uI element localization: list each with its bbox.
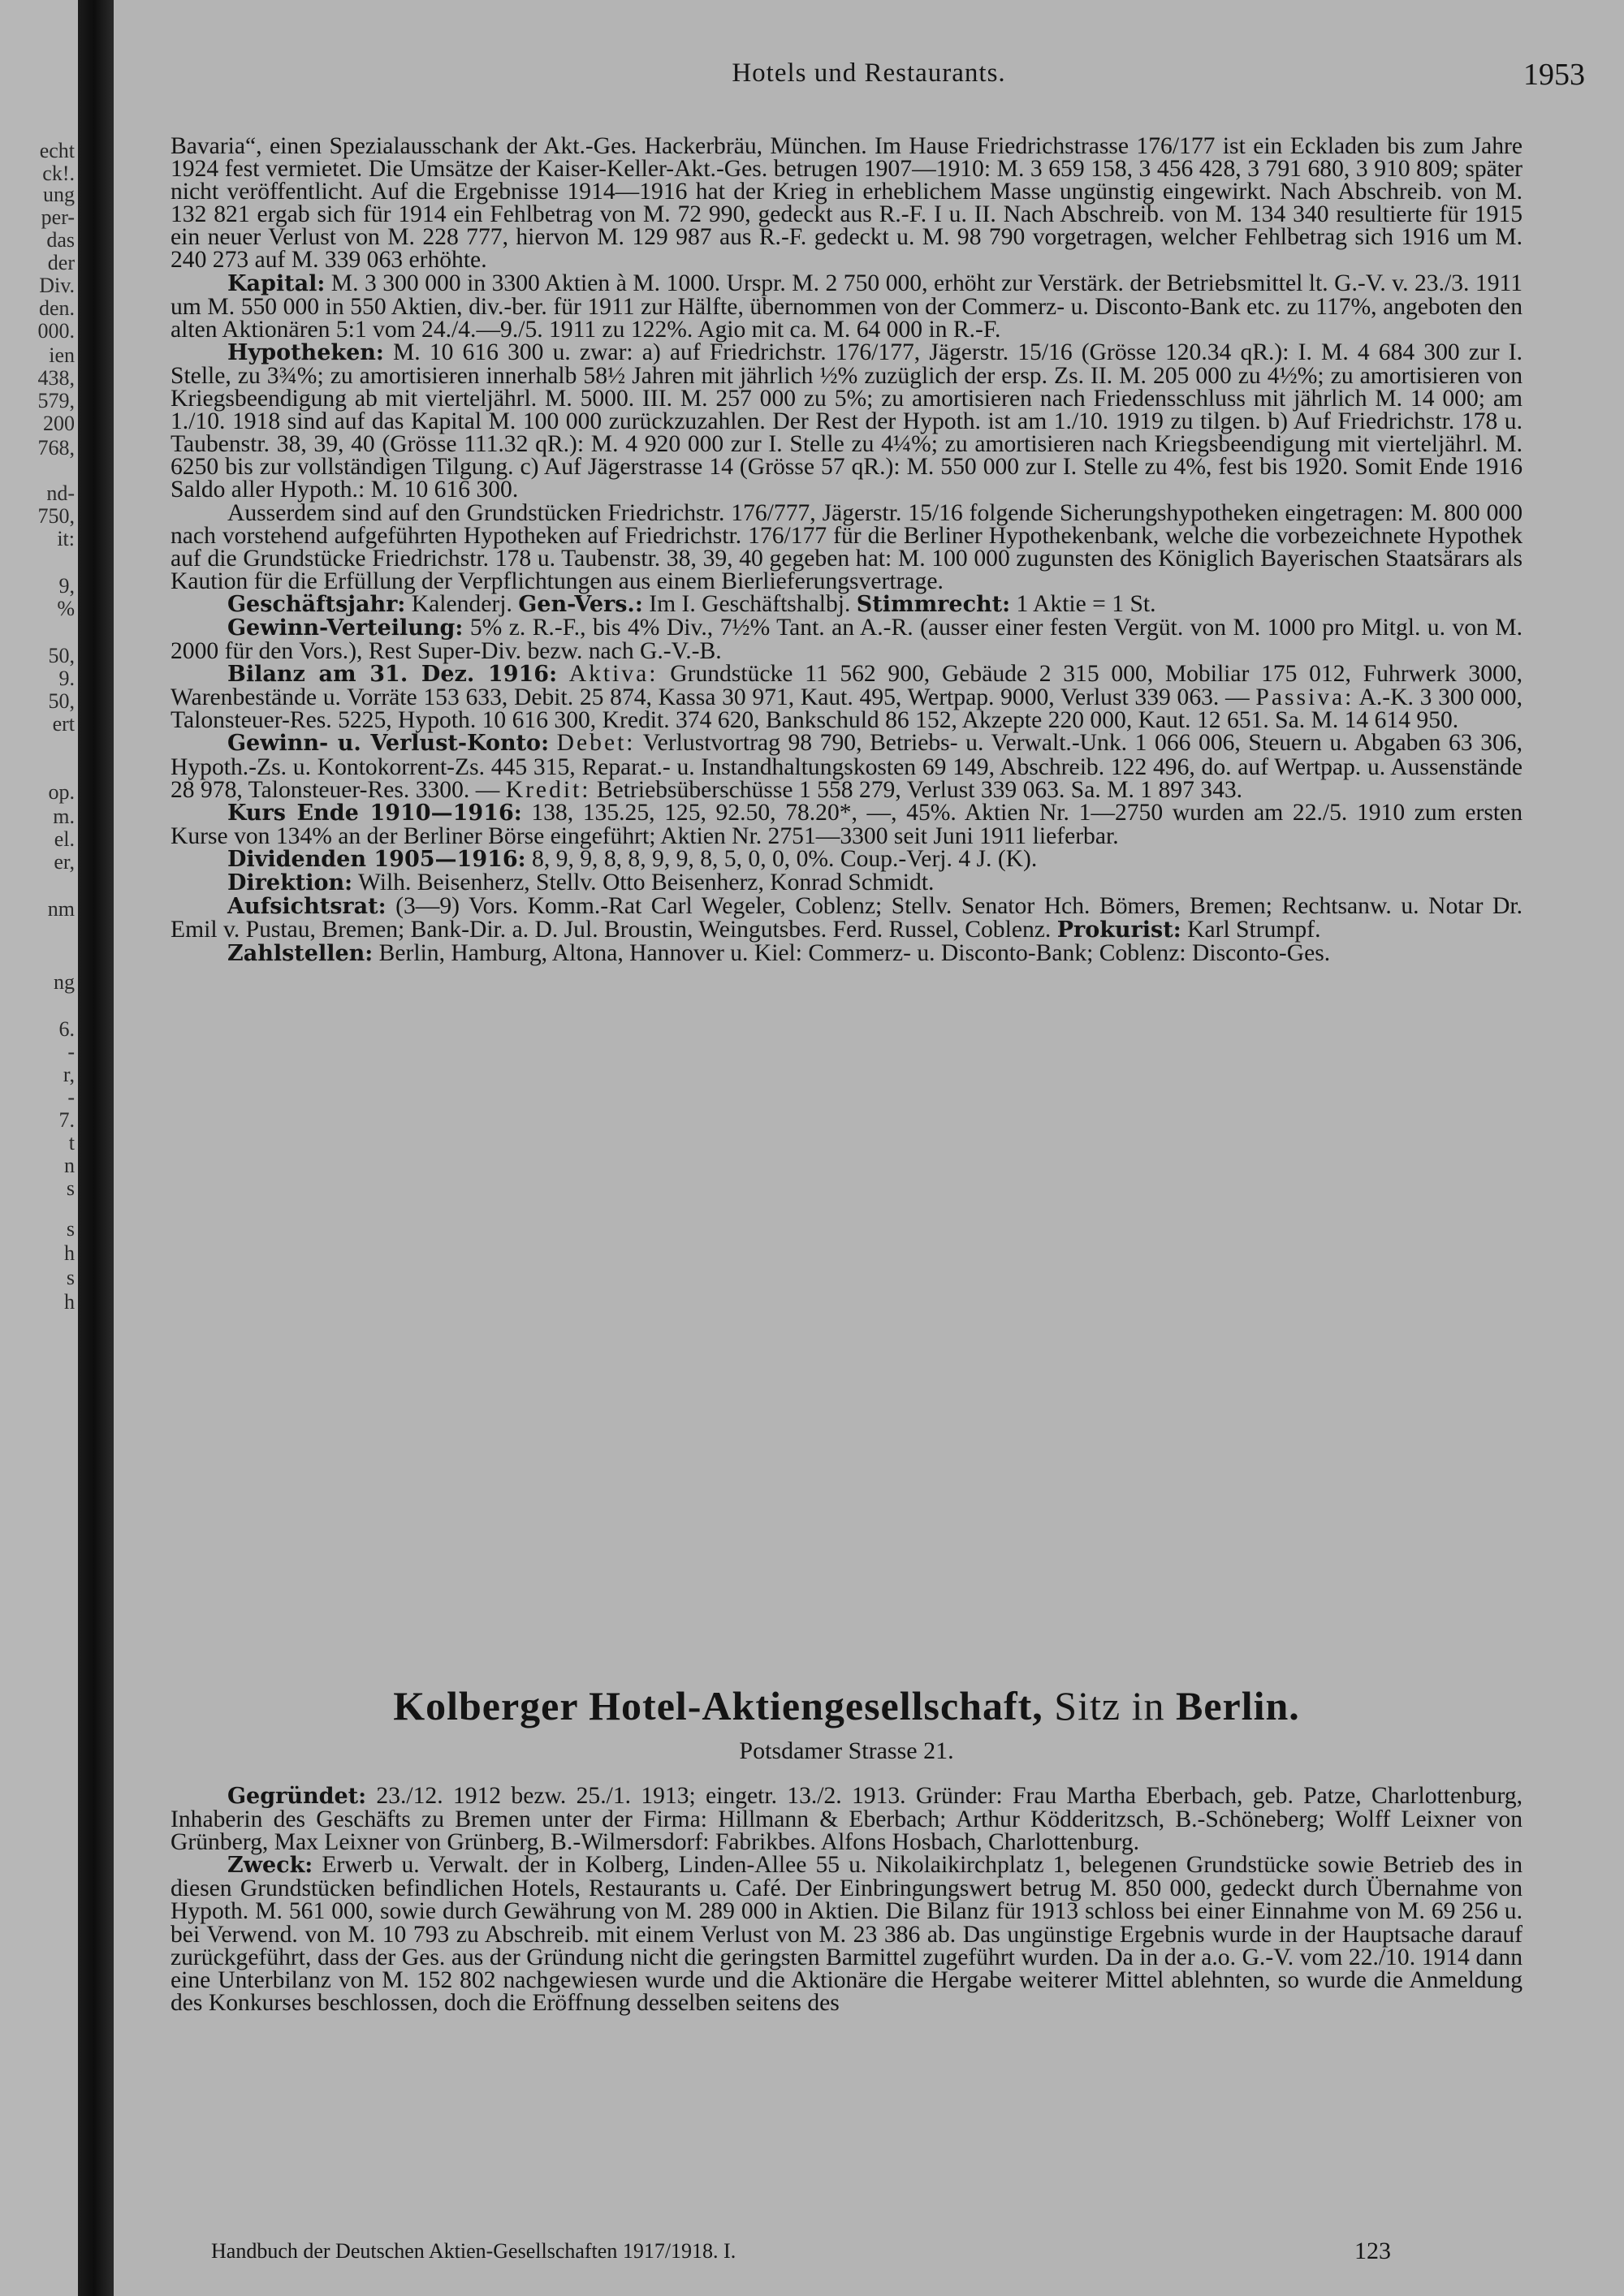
prev-page-fragment: ert <box>52 712 75 736</box>
prev-page-fragment: h <box>64 1290 75 1314</box>
prev-page-fragment: s <box>66 1217 75 1241</box>
paragraph-gewinn-verteilung: Gewinn-Verteilung: 5% z. R.-F., bis 4% Div., 7½% Tant. an A.-R. (ausser einer festen Vergüt. von M. 1000 pro Mitgl. u. von M. 2000 für den Vors.), Rest Super-Div. bezw. nach G.-V.-B. <box>171 614 1522 665</box>
label-gegruendet: Gegründet: <box>227 1784 367 1809</box>
prev-page-fragment: op. <box>48 780 75 804</box>
prev-page-fragment: nm <box>47 897 75 921</box>
label-bilanz: Bilanz am 31. Dez. 1916: <box>227 662 558 688</box>
label-kapital: Kapital: <box>227 270 326 296</box>
prev-page-fragment: ck!. <box>42 162 75 185</box>
prev-page-fragment: 000. <box>37 319 75 343</box>
prev-page-fragment: h <box>64 1241 75 1265</box>
header-title: Hotels und Restaurants. <box>732 58 1006 88</box>
label-gewinn-verteilung: Gewinn-Verteilung: <box>227 615 464 641</box>
label-passiva: Passiva: <box>1255 684 1354 711</box>
paragraph-bilanz: Bilanz am 31. Dez. 1916: Aktiva: Grundstücke 11 562 900, Gebäude 2 315 000, Mobiliar 175 012, Fuhrwerk 3000, Warenbestände u. Vorräte 153 633, Debit. 25 874, Kassa 30 971, Kaut. 495, Wertpap. 9000, Verlust 339 063. — Passiva: A.-K. 3 300 000, Talonsteuer-Res. 5225, Hypoth. 10 616 300, Kredit. 374 620, Bankschuld 86 152, Akzepte 220 000, Kaut. 12 651. Sa. M. 14 614 950. <box>171 661 1522 734</box>
label-aufsichtsrat: Aufsichtsrat: <box>227 894 387 920</box>
label-prokurist: Prokurist: <box>1056 917 1181 943</box>
prev-page-fragment: n <box>64 1154 75 1177</box>
prev-page-fragment: s <box>66 1266 75 1289</box>
paragraph-kapital: Kapital: M. 3 300 000 in 3300 Aktien à M. 1000. Urspr. M. 2 750 000, erhöht zur Verstärk. der Betriebsmittel lt. G.-V. v. 23./3. 1911 um M. 550 000 in 550 Aktien, div.-ber. für 1911 zur Hälfte, übernommen von der Commerz- u. Disconto-Bank etc. zu 117%, angeboten den alten Aktionären 5:1 vom 24./4.—9./5. 1911 zu 122%. Agio mit ca. M. 64 000 in R.-F. <box>171 270 1522 343</box>
prev-page-fragment: 7. <box>58 1108 75 1132</box>
paragraph-gegruendet: Gegründet: 23./12. 1912 bezw. 25./1. 1913; eingetr. 13./2. 1913. Gründer: Frau Martha Eberbach, geb. Patze, Charlottenburg, Inhaberin des Geschäfts zu Bremen unter der Firma: Hillmann & Eberbach; Arthur Ködderitzsch, B.-Schöneberg; Wolff Leixner von Grünberg, Max Leixner von Grünberg, B.-Wilmersdorf: Fabrikbes. Alfons Hosbach, Charlottenburg. <box>171 1783 1522 1856</box>
running-header <box>114 58 1624 99</box>
label-gen-vers: Gen-Vers.: <box>518 591 643 617</box>
label-hypotheken: Hypotheken: <box>227 339 384 365</box>
label-stimmrecht: Stimmrecht: <box>856 591 1011 617</box>
prev-page-fragment: r, <box>63 1063 75 1086</box>
paragraph-geschaeftsjahr: Geschäftsjahr: Kalenderj. Gen-Vers.: Im I. Geschäftshalbj. Stimmrecht: 1 Aktie = 1 St. <box>227 590 1156 617</box>
prev-page-fragment: 50, <box>48 644 75 667</box>
label-kredit: Kredit: <box>505 776 591 803</box>
paragraph-hypotheken: Hypotheken: M. 10 616 300 u. zwar: a) auf Friedrichstr. 176/177, Jägerstr. 15/16 (Grösse 120.34 qR.): I. M. 4 684 300 zur I. Stelle, zu 3¾%; zu amortisieren innerhalb 58½ Jahren mit jährlich ½% zuzüglich der ersp. Zs. II. M. 205 000 zu 4½%; zu amortisieren von Kriegsbeendigung ab mit vierteljährl. M. 5000. III. M. 257 000 zu 5%; zu amortisieren nach Friedensschluss mit jährlich M. 14 000; am 1./10. 1918 sind auf das Kapital M. 100 000 zurückzuzahlen. Der Rest der Hypoth. ist am 1./10. 1919 zu tilgen. b) Auf Friedrichstr. 178 u. Taubenstr. 38, 39, 40 (Grösse 111.32 qR.): M. 4 920 000 zur I. Stelle zu 4¼%; zu amortisieren nach Kriegsbeendigung mit vierteljährl. M. 6250 bis zur vollständigen Tilgung. c) Auf Jägerstrasse 14 (Grösse 57 qR.): M. 550 000 zur I. Stelle zu 4%, fest bis 1920. Somit Ende 1916 Saldo aller Hypoth.: M. 10 616 300. <box>171 339 1522 503</box>
prev-page-fragment: el. <box>54 827 75 851</box>
company-entry-kolberger <box>171 1785 1522 2014</box>
prev-page-fragment: - <box>67 1040 75 1064</box>
header-page-number: 1953 <box>1523 58 1585 92</box>
footer-publication: Handbuch der Deutschen Aktien-Gesellschaften 1917/1918. I. <box>211 2239 736 2263</box>
paragraph-sicherungshypotheken: Ausserdem sind auf den Grundstücken Friedrichstr. 176/777, Jägerstr. 15/16 folgende Sicherungshypotheken eingetragen: M. 800 000 nach vorstehend aufgeführten Hypotheken auf Friedrichstr. 176/177 für die Berliner Hypothekenbank, welche die vorbezeichnete Hypothek auf die Grundstücke Friedrichstr. 178 u. Taubenstr. 38, 39, 40 gegeben hat: M. 100 000 zugunsten des Königlich Bayerischen Staatsärars als Kaution für die Erfüllung der Verpflichtungen aus einem Bierlieferungsvertrage. <box>171 499 1522 594</box>
prev-page-fragment: echt <box>39 139 75 162</box>
prev-page-fragment: er, <box>54 850 75 874</box>
prev-page-fragment: ng <box>54 970 75 994</box>
prev-page-fragment: it: <box>57 527 75 550</box>
prev-page-fragment: s <box>66 1176 75 1200</box>
company-address: Potsdamer Strasse 21. <box>739 1737 954 1764</box>
paragraph-kurs: Kurs Ende 1910—1916: 138, 135.25, 125, 92.50, 78.20*, —, 45%. Aktien Nr. 1—2750 wurden am 22./5. 1910 zum ersten Kurse von 134% an der Berliner Börse eingeführt; Aktien Nr. 2751—3300 seit Juni 1911 lieferbar. <box>171 799 1522 849</box>
label-aktiva: Aktiva: <box>568 661 659 688</box>
prev-page-fragment: ien <box>49 343 75 367</box>
paragraph-dividenden: Dividenden 1905—1916: 8, 9, 9, 8, 8, 9, 9, 8, 5, 0, 0, 0%. Coup.-Verj. 4 J. (K). <box>227 845 1038 872</box>
label-dividenden: Dividenden 1905—1916: <box>227 846 526 872</box>
label-kurs: Kurs Ende 1910—1916: <box>227 800 522 826</box>
prev-page-fragment: der <box>47 251 75 274</box>
book-gutter <box>78 0 114 2296</box>
page <box>114 0 1624 2296</box>
label-debet: Debet: <box>556 730 636 757</box>
prev-page-fragment: - <box>67 1085 75 1109</box>
prev-page-fragment: den. <box>38 296 75 320</box>
prev-page-fragment: ung <box>43 183 75 206</box>
label-geschaeftsjahr: Geschäftsjahr: <box>227 591 406 617</box>
previous-page-edge <box>0 0 78 2296</box>
label-direktion: Direktion: <box>227 870 353 896</box>
prev-page-fragment: 750, <box>37 504 75 528</box>
prev-page-fragment: 9. <box>58 667 75 690</box>
prev-page-fragment: 50, <box>48 689 75 713</box>
paragraph-zahlstellen: Zahlstellen: Berlin, Hamburg, Altona, Hannover u. Kiel: Commerz- u. Disconto-Bank; Coblenz: Disconto-Ges. <box>227 940 1331 967</box>
company-entry-continued <box>171 135 1522 965</box>
paragraph-gewinn-verlust: Gewinn- u. Verlust-Konto: Debet: Verlustvortrag 98 790, Betriebs- u. Verwalt.-Unk. 1 066 006, Steuern u. Abgaben 63 306, Hypoth.-Zs. u. Kontokorrent-Zs. 445 315, Reparat.- u. Instandhaltungskosten 69 149, Abschreib. 122 496, do. auf Wertpap. u. Aussenstände 28 978, Talonsteuer-Res. 3300. — Kredit: Betriebsüberschüsse 1 558 279, Verlust 339 063. Sa. M. 1 897 343. <box>171 730 1522 803</box>
prev-page-fragment: % <box>57 597 75 620</box>
prev-page-fragment: per- <box>41 205 75 229</box>
prev-page-fragment: das <box>46 228 75 252</box>
paragraph-zweck: Zweck: Erwerb u. Verwalt. der in Kolberg, Linden-Allee 55 u. Nikolaikirchplatz 1, belegenen Grundstücke sowie Betrieb des in diesen Grundstücken befindlichen Hotels, Restaurants u. Café. Der Einbringungswert betrug M. 850 000, gedeckt durch Übernahme von Hypoth. M. 561 000, sowie durch Gewährung von M. 289 000 in Aktien. Die Bilanz für 1913 schloss bei einer Einnahme von M. 69 256 u. bei Verwend. von M. 10 793 zu Abschreib. mit einem Verlust von M. 23 386 ab. Das ungünstige Ergebnis wurde in der Hauptsache darauf zurückgeführt, dass der Ges. aus der Gründung nicht die geringsten Barmittel zugeführt wurden. Da in der a.o. G.-V. vom 22./10. 1914 dann eine Unterbilanz von M. 152 802 nachgewiesen wurde und die Aktionäre die Hergabe weiterer Mittel ablehnten, so wurde die Anmeldung des Konkurses beschlossen, doch die Eröffnung desselben seitens des <box>171 1852 1522 2016</box>
paragraph-direktion: Direktion: Wilh. Beisenherz, Stellv. Otto Beisenherz, Konrad Schmidt. <box>227 870 935 896</box>
prev-page-fragment: 200 <box>43 412 75 435</box>
label-zweck: Zweck: <box>227 1853 313 1879</box>
paragraph-aufsichtsrat: Aufsichtsrat: (3—9) Vors. Komm.-Rat Carl Wegeler, Coblenz; Stellv. Senator Hch. Bömers, Bremen; Rechtsanw. u. Notar Dr. Emil v. Pustau, Bremen; Bank-Dir. a. D. Jul. Broustin, Weingutsbes. Ferd. Russel, Coblenz. Prokurist: Karl Strumpf. <box>171 893 1522 943</box>
prev-page-fragment: 579, <box>37 389 75 412</box>
label-zahlstellen: Zahlstellen: <box>227 941 374 967</box>
company-title: Kolberger Hotel-Aktiengesellschaft, Sitz in Berlin. <box>393 1683 1300 1728</box>
prev-page-fragment: t <box>68 1131 75 1154</box>
footer-page-number: 123 <box>1354 2238 1391 2264</box>
page-footer <box>211 2239 1429 2272</box>
prev-page-fragment: 768, <box>37 436 75 460</box>
paragraph-history: Bavaria“, einen Spezialausschank der Akt.-Ges. Hackerbräu, München. Im Hause Friedrichstrasse 176/177 ist ein Eckladen bis zum Jahre 1924 fest vermietet. Die Umsätze der Kaiser-Keller-Akt.-Ges. betrugen 1907—1910: M. 3 659 158, 3 456 428, 3 791 680, 3 910 809; später nicht veröffentlicht. Auf die Ergebnisse 1914—1916 hat der Krieg in erheblichem Masse ungünstig eingewirkt. Nach Abschreib. von M. 132 821 ergab sich für 1914 ein Fehlbetrag von M. 72 990, gedeckt aus R.-F. I u. II. Nach Abschreib. von M. 134 340 resultierte für 1915 ein neuer Verlust von M. 228 777, hiervon M. 129 987 aus R.-F. gedeckt u. M. 98 790 vorgetragen, welcher Fehlbetrag sich 1916 um M. 240 273 auf M. 339 063 erhöhte. <box>171 133 1522 274</box>
prev-page-fragment: 9, <box>58 574 75 598</box>
prev-page-fragment: nd- <box>46 481 75 505</box>
prev-page-fragment: 6. <box>58 1017 75 1041</box>
prev-page-fragment: 438, <box>37 366 75 390</box>
prev-page-fragment: m. <box>53 805 75 828</box>
label-gewinn-verlust: Gewinn- u. Verlust-Konto: <box>227 731 550 757</box>
prev-page-fragment: Div. <box>39 274 75 297</box>
